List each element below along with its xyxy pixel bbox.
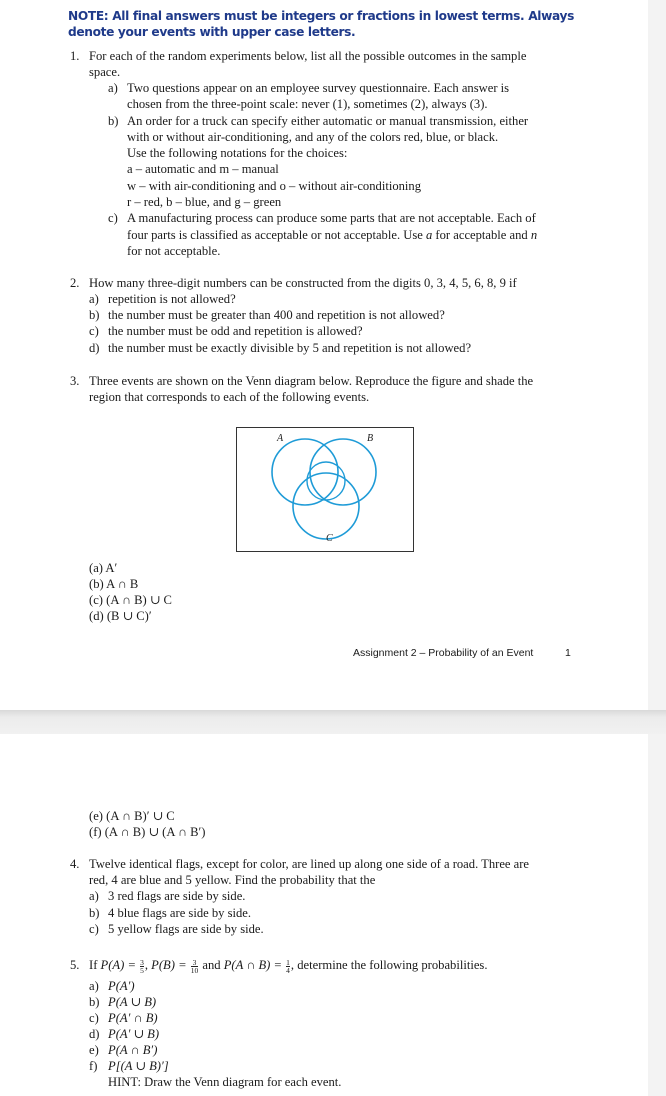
venn-label-a: A <box>277 433 284 444</box>
q1-number: 1. <box>70 49 80 63</box>
q5a-label: a) <box>89 979 99 993</box>
q4b-text: 4 blue flags are side by side. <box>108 906 252 920</box>
q1c-text: A manufacturing process can produce some parts that are not acceptable. Each of <box>127 211 536 225</box>
q2a-label: a) <box>89 292 99 306</box>
q1c-text-3: for not acceptable. <box>127 244 221 258</box>
q5c-label: c) <box>89 1011 99 1025</box>
venn-circle-center <box>307 462 345 500</box>
venn-label-b: B <box>367 433 374 444</box>
q3-item-e: (e) (A ∩ B)′ ∪ C <box>89 809 175 823</box>
viewer-background <box>648 0 666 1096</box>
q1b-text-2: with or without air-conditioning, and any of the colors red, blue, or black. <box>127 130 499 144</box>
frac-pab: $\frac{1}{4}$ <box>286 957 290 975</box>
q5e-text: P(A ∩ B′) <box>108 1043 158 1057</box>
q1a-text-cont: chosen from the three-point scale: never (1), sometimes (2), always (3). <box>127 97 488 111</box>
venn-diagram <box>236 427 414 552</box>
q2d-label: d) <box>89 341 100 355</box>
q1c-text-2: four parts is classified as acceptable or not acceptable. Use a for acceptable and n <box>127 228 538 242</box>
q3-item-a: (a) A′ <box>89 561 118 575</box>
q3-item-f: (f) (A ∩ B) ∪ (A ∩ B′) <box>89 825 206 839</box>
q4-number: 4. <box>70 857 80 871</box>
q3-item-d: (d) (B ∪ C)′ <box>89 609 152 623</box>
q1b-text-3: Use the following notations for the choices: <box>127 146 348 160</box>
q1-stem: For each of the random experiments below, list all the possible outcomes in the sample <box>89 49 527 63</box>
q5f-text: P[(A ∪ B)′] <box>108 1059 169 1073</box>
q2-stem: How many three-digit numbers can be constructed from the digits 0, 3, 4, 5, 6, 8, 9 if <box>89 276 517 290</box>
note-heading: NOTE: All final answers must be integers or fractions in lowest terms. Always denote your events with upper case letters. <box>68 9 575 39</box>
q3-stem: Three events are shown on the Venn diagram below. Reproduce the figure and shade the <box>89 374 534 388</box>
q3-item-c: (c) (A ∩ B) ∪ C <box>89 593 172 607</box>
q1b-text: An order for a truck can specify either automatic or manual transmission, either <box>127 114 529 128</box>
q5b-text: P(A ∪ B) <box>108 995 157 1009</box>
q5a-text: P(A′) <box>108 979 135 993</box>
venn-circle-c <box>293 473 359 539</box>
q2b-label: b) <box>89 308 100 322</box>
document-page-2 <box>0 734 648 1096</box>
q2d-text: the number must be exactly divisible by 5 and repetition is not allowed? <box>108 341 472 355</box>
venn-circle-a <box>272 439 338 505</box>
q3-item-b: (b) A ∩ B <box>89 577 139 591</box>
q3-stem-cont: region that corresponds to each of the following events. <box>89 390 370 404</box>
q5d-label: d) <box>89 1027 100 1041</box>
q5-number: 5. <box>70 958 80 972</box>
q5-stem: If P(A) = $\frac{3}{5}$ , P(B) = $\frac{3}{10}$ and P(A ∩ B) = $\frac{1}{4}$ , determine the following probabilities. <box>89 957 488 975</box>
footer-page-number: 1 <box>565 647 571 659</box>
venn-label-c: C <box>326 533 333 544</box>
q3-number: 3. <box>70 374 80 388</box>
page-separator <box>0 710 666 734</box>
q4b-label: b) <box>89 906 100 920</box>
q1b-label: b) <box>108 114 119 128</box>
q1b-text-4: a – automatic and m – manual <box>127 162 279 176</box>
q4c-label: c) <box>89 922 99 936</box>
q2b-text: the number must be greater than 400 and repetition is not allowed? <box>108 308 445 322</box>
q5-hint: HINT: Draw the Venn diagram for each event. <box>108 1075 342 1089</box>
q1b-text-5: w – with air-conditioning and o – without air-conditioning <box>127 179 422 193</box>
q1a-text: Two questions appear on an employee survey questionnaire. Each answer is <box>127 81 510 95</box>
q1-stem-cont: space. <box>89 65 121 79</box>
q5c-text: P(A′ ∩ B) <box>108 1011 158 1025</box>
q5d-text: P(A′ ∪ B) <box>108 1027 160 1041</box>
q5e-label: e) <box>89 1043 99 1057</box>
frac-pb: $\frac{3}{10}$ <box>190 957 199 975</box>
q2-number: 2. <box>70 276 80 290</box>
frac-pa: $\frac{3}{5}$ <box>140 957 144 975</box>
footer-title: Assignment 2 – Probability of an Event <box>353 647 534 659</box>
q4-stem-cont: red, 4 are blue and 5 yellow. Find the probability that the <box>89 873 376 887</box>
q2c-text: the number must be odd and repetition is allowed? <box>108 324 363 338</box>
q4c-text: 5 yellow flags are side by side. <box>108 922 264 936</box>
q1a-label: a) <box>108 81 118 95</box>
q4a-label: a) <box>89 889 99 903</box>
q5b-label: b) <box>89 995 100 1009</box>
q5f-label: f) <box>89 1059 98 1073</box>
q1c-label: c) <box>108 211 118 225</box>
q4-stem: Twelve identical flags, except for color, are lined up along one side of a road. Three are <box>89 857 530 871</box>
q4a-text: 3 red flags are side by side. <box>108 889 246 903</box>
q2a-text: repetition is not allowed? <box>108 292 236 306</box>
q2c-label: c) <box>89 324 99 338</box>
q1b-text-6: r – red, b – blue, and g – green <box>127 195 282 209</box>
